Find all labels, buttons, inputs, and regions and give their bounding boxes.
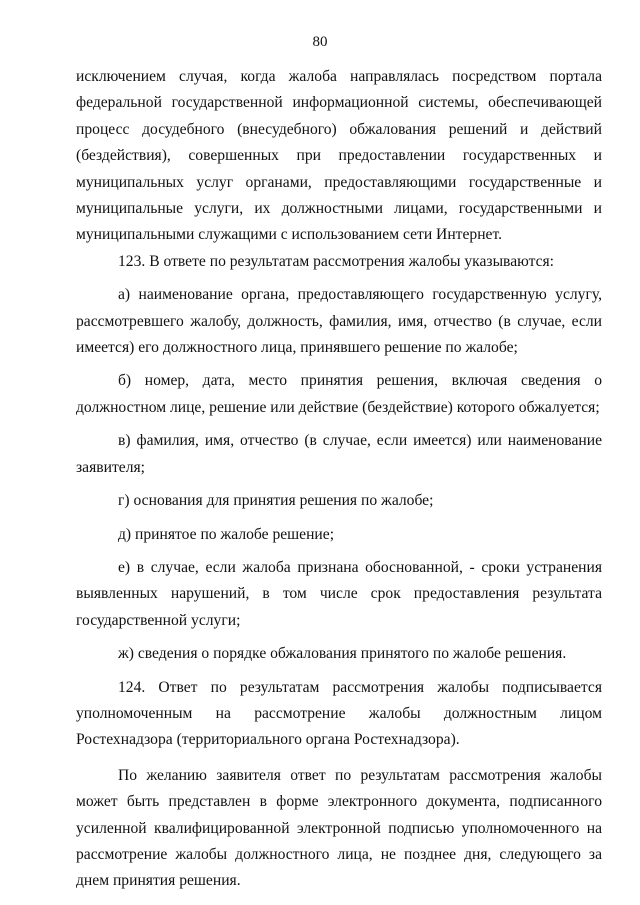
paragraph-item-v: в) фамилия, имя, отчество (в случае, если имеется) или наименование заявителя;: [76, 432, 602, 476]
paragraph-item-e: е) в случае, если жалоба признана обоснованной, - сроки устранения выявленных нарушений, в том числе срок предоставления результата государственной услуги;: [76, 558, 602, 629]
paragraph-item-a: а) наименование органа, предоставляющего государственную услугу, рассмотревшего жалобу, должность, фамилия, имя, отчество (в случае, если имеется) его должностного лица, принявшего решение по жалобе;: [76, 286, 602, 357]
paragraph-item-b: б) номер, дата, место принятия решения, включая сведения о должностном лице, решение или действие (бездействие) которого обжалуется;: [76, 372, 602, 416]
paragraph-123: 123. В ответе по результатам рассмотрения жалобы указываются:: [118, 252, 554, 270]
paragraph-item-d: д) принятое по жалобе решение;: [118, 525, 335, 543]
page-number: 80: [312, 34, 328, 50]
paragraph-electronic-response: По желанию заявителя ответ по результатам рассмотрения жалобы может быть представлен в форме электронного документа, подписанного усиленной квалифицированной электронной подписью уполномоченного на рассмотрение жалобы должностного лица, не позднее дня, следующего за днем принятия решения.: [76, 766, 602, 890]
paragraph-124: 124. Ответ по результатам рассмотрения жалобы подписывается уполномоченным на рассмотрение жалобы должностным лицом Ростехнадзора (территориального органа Ростехнадзора).: [76, 678, 602, 749]
paragraph-item-zh: ж) сведения о порядке обжалования принятого по жалобе решения.: [118, 645, 567, 663]
document-body: [76, 64, 602, 895]
paragraph-continuation: исключением случая, когда жалоба направлялась посредством портала федеральной государственной информационной системы, обеспечивающей процесс досудебного (внесудебного) обжалования решений и действий (бездействия), совершенных при предоставлении государственных и муниципальных услуг органами, предоставляющими государственные и муниципальные услуги, их должностными лицами, государственными и муниципальными служащими с использованием сети Интернет.: [76, 68, 602, 244]
paragraph-item-g: г) основания для принятия решения по жалобе;: [118, 492, 434, 510]
